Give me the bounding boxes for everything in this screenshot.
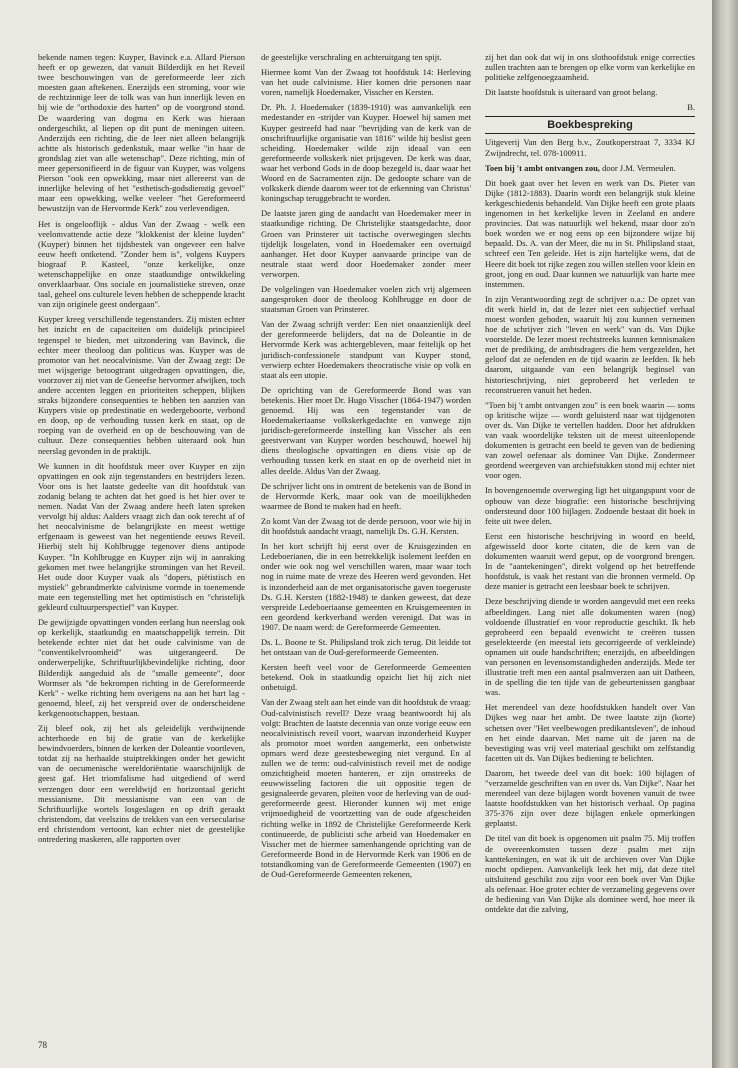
- paragraph: Kuyper kreeg verschillende tegenstanders. Zij misten echter het inzicht en de capaciteiten om duidelijk principieel tegenspel te bieden, met uitzondering van Bavinck, die echter meer theoloog dan politicus was. Kuyper was de promotor van het neocalvinisme. Van der Zwaag zegt: De met wijsgerige betoogtrant uitgedragen opvattingen, die, voorzover zij niet van de Geneefse hervormer afwijken, toch andere accenten leggen en prioriteiten scheppen, blijken straks bijzondere consequenties te hebben ten aanzien van Kuypers visie op predestinatie en wedergeboorte, verbond en doop, op de verhouding tussen kerk en staat, op de roeping van de overheid en op de beschouwing van de cultuur. Deze consequenties hebben uiteraard ook hun neerslag gevonden in de praktijk.: [38, 314, 245, 456]
- paragraph: In zijn Verantwoording zegt de schrijver o.a.: De opzet van dit werk hield in, dat de lezer niet een subjectief verhaal moest worden geboden, waaruit hij zou kunnen vernemen hoe de schrijver zich "leven en werk" van ds. Van Dijke voorstelde. De lezer moest rechtstreeks kunnen kennismaken met de prediking, de ambtsdragers die hem vergezelden, het geloof dat ze oefenden en de tijd waarin ze leefden. Ik heb daarom, uitgaande van een belangrijk beginsel van historieschrijving, niet geprobeerd het verleden te reconstrueren vanuit het heden.: [485, 293, 695, 395]
- publisher-line: Uitgeverij Van den Berg b.v., Zoutkoperstraat 7, 3334 KJ Zwijndrecht, tel. 078-100911.: [485, 137, 695, 158]
- paragraph: zij het dan ook dat wij in ons slothoofdstuk enige correcties zullen trachten aan te brengen op elke vorm van kerkelijke en politieke zelfgenoegzaamheid.: [485, 52, 695, 83]
- book-title-line: [485, 163, 695, 173]
- paragraph: bekende namen tegen: Kuyper, Bavinck e.a. Allard Pierson heeft er op gewezen, dat vanuit Bilderdijk en het Reveil twee beschouwingen van de gereformeerde leer zich moesten gaan aftekenen. Enerzijds een stroming, voor wie de rechtzinnige leer de tolk was van hun innerlijk leven en bij wie de "orthodoxie des harten" op de voorgrond stond. De waardering van dogma en Kerk was hieraan ondergeschikt, al liepen op dit punt de meningen uiteen. Anderzijds een richting, die de leer niet alleen belangrijk achtte als historisch gedenkstuk, maar welke "in haar de grondslag ziet van alle wetenschap". Deze richting, min of meer gepersonifieerd in de figuur van Kuyper, was volgens Pierson "ook een opwekking, maar niet allereerst van de innerlijke beleving of het "esthetisch-godsdienstig gevoel" maar een opwekking, welke veeleer "het Gereformeerd bewustzijn van de Hervormde Kerk" zou verlevendigen.: [38, 52, 245, 214]
- paragraph: "Toen bij 't ambt ontvangen zou" is een boek waarin — soms op kritische wijze — wordt geluisterd naar wat tijdgenoten over ds. Van Dijke te vertellen hadden. Door het afdrukken van vaak woordelijke teksten uit de meest uiteenlopende dokumenten is getracht een beeld te geven van de bediening van zowel oefenaar als dominee Van Dijke. Zondermeer geordend weergeven van archiefstukken stond mij echter niet voor ogen.: [485, 399, 695, 481]
- paragraph: de geestelijke verschraling en achteruitgang ten spijt.: [261, 52, 442, 62]
- paragraph: Dit boek gaat over het leven en werk van Ds. Pieter van Dijke (1812-1883). Daarin wordt een belangrijk stuk kleine kerkgeschiedenis behandeld. Van Dijke heeft een grote plaats ingenomen in het kerkelijke leven in Zeeland en andere provincies. Dat was natuurlijk wel bekend, maar door zo'n boek worden we er nog eens op een bijzondere wijze bij bepaald. Ds. A. van der Meer, die nu in St. Philipsland staat, schreef een Ten geleide. Het is zijn hartelijke wens, dat de Heere dit boek tot rijke zegen zou willen stellen voor klein en groot, jong en oud. Daar kunnen we natuurlijk van harte mee instemmen.: [485, 177, 695, 289]
- column-left: [38, 52, 245, 1052]
- paragraph: Het merendeel van deze hoofdstukken handelt over Van Dijkes weg naar het ambt. De twee laatste zijn (korte) schetsen over "Het veelbewogen predikantsleven", de inhoud en het einde daarvan. Met name uit de jaren na de bevestiging was vrij veel materiaal geschikt om zelfstandig facetten uit ds. Van Dijkes bediening te belichten.: [485, 702, 695, 763]
- book-title: Toen bij 't ambt ontvangen zou,: [485, 162, 600, 173]
- paragraph: Eerst een historische beschrijving in woord en beeld, afgewisseld door korte citaten, die de kern van de dokumenten waaruit werd geput, op de voorgrond brengen. In de "aantekeningen", direkt volgend op het betreffende hoofdstuk, is vaak het restant van die bronnen vermeld. Op deze manier is getracht een leesbaar boek te schrijven.: [485, 530, 695, 592]
- paragraph: Van der Zwaag stelt aan het einde van dit hoofdstuk de vraag: Oud-calvinistisch revell? Deze vraag beantwoordt hij als volgt: Brachten de laatste decennia van onze vorige eeuw een neocalvinistisch reveil voort, waarvan inzonderheid Kuyper als promotor moet worden aangemerkt, een onbetwiste opmars werd deze geestesbeweging niet vergund. En al zullen we de term: oud-calvinistisch reveil met de nodige omzichtigheid moeten hanteren, er zijn omstreeks de eeuwwisseling factoren die uit oppositie tegen de gesignaleerde gevaren, pleiten voor de herleving van de oud-gereformeerde geest. Hieronder kunnen wij met enige vrijmoedigheid de voortzetting van de oude afgescheiden richting welke in 1892 de Christelijke Gereformeerde Kerk continueerde, de publicisti sche arbeid van Hoedemaker en Visscher met de hiermee samenhangende oprichting van de Gereformeerde Bond in de Hervormde Kerk van 1906 en de totstandkoming van de Gereformeerde Gemeenten (1907) en de Oud-Gereformeerde Gemeenten rekenen,: [261, 697, 471, 880]
- paragraph: De oprichting van de Gereformeerde Bond was van betekenis. Hier moet Dr. Hugo Visscher (1864-1947) worden genoemd. Hij was een tegenstander van de Hoedemakeriaanse volkskerkgedachte en vanwege zijn juridisch-gereformeerde instelling kan Visscher als een geestverwant van Kuyper worden beschouwd, hoewel hij diens theologische opvattingen en diens visie op de verhouding tussen kerk en staat en op de overheid niet in alles deelde. Aldus Van der Zwaag.: [261, 384, 471, 476]
- paragraph: Dr. Ph. J. Hoedemaker (1839-1910) was aanvankelijk een medestander en -strijder van Kuyper. Hoewel hij samen met Kuyper gestreefd had naar "bevrijding van de kerk van de onschriftuurlijke organisatie van 1816" wilde hij beslist geen scheiding. Hoedemaker wilde zijn ideaal van een gereformeerde volkskerk niet prijsgeven. De kerk was daar, waar het verbond Gods in de doop bezegeld is, daar waar het Woord en de Sacramenten zijn. De gedoopte schare van de volkskerk diende daarom weer tot de erkenning van Christus' koningschap teruggebracht te worden.: [261, 102, 471, 204]
- paragraph: De laatste jaren ging de aandacht van Hoedemaker meer in staatkundige richting. De Christelijke staatsgedachte, door Groen van Prinsterer uit tactische overwegingen slechts tijdelijk losgelaten, vond in Hoedemaker een overtuigd aanhanger. Het door Kuyper aanvaarde principe van de neutrale staat werd door Hoedemaker zonder meer verworpen.: [261, 208, 471, 279]
- page-number: 78: [38, 1040, 47, 1050]
- paragraph: Dit laatste hoofdstuk is uiteraard van groot belang.: [485, 87, 658, 98]
- paragraph: In het kort schrijft hij eerst over de Kruisgezinden en Ledeboerianen, die in een betrekkelijk isolement leefden en onder wie ook nog wel verschillen waren, maar waar toch nog in ruime mate de vreze des Heeren werd gevonden. Het is inzonderheid aan de met organisatorische gaven toegeruste Ds. G.H. Kersten (1882-1948) te danken geweest, dat deze verspreide Ledeboeriaanse gemeenten en Kruisgemeenten in een geordend kerkverband werden verenigd. Dat was in 1907. De naam werd: de Gereformeerde Gemeenten.: [261, 541, 471, 632]
- paragraph: Van der Zwaag schrijft verder: Een niet onaanzienlijk deel der gereformeerde belijders, dat na de Doleantie in de Hervormde Kerk was achtergebleven, maar feitelijk op het juridisch-confessionele standpunt van Kuyper stond, verwierp echter Hoedemakers theocratische visie op volk en staat als een utopie.: [261, 319, 471, 380]
- paragraph: In bovengenoemde overweging ligt het uitgangspunt voor de opbouw van deze biografie: een historische beschrijving ondersteund door 100 bijlagen. Zodoende bestaat dit boek in feite uit twee delen.: [485, 485, 695, 526]
- paragraph: Zo komt Van der Zwaag tot de derde persoon, voor wie hij in dit hoofdstuk aandacht vraagt, namelijk Ds. G.H. Kersten.: [261, 515, 471, 537]
- section-heading: Boekbespreking: [485, 116, 695, 134]
- paragraph: Ds. L. Boone te St. Philipsland trok zich terug. Dit leidde tot het ontstaan van de Oud-gereformeerde Gemeenten.: [261, 636, 471, 658]
- paragraph: Kersten heeft veel voor de Gereformeerde Gemeenten betekend. Ook in staatkundig opzicht liet hij zich niet onbetuigd.: [261, 662, 471, 693]
- column-middle: [261, 52, 471, 1052]
- paragraph: De volgelingen van Hoedemaker voelen zich vrij algemeen aangesproken door de theoloog Kohlbrugge en door de staatsman Groen van Prinsterer.: [261, 283, 471, 315]
- paragraph: Zij bleef ook, zij het als geleidelijk verdwijnende achterhoede en bij de gratie van de kerkelijke bewindvoerders, binnen de kerken der Doleantie voortleven, totdat zij na herhaalde stuiptrekkingen onder het gewicht van de oecumenische wereldoriëntatie waarschijnlijk de geest gaf. Het triomfalisme had uitgediend of werd verzengen door een wereldwijd en horizontaal gericht messianisme. Dit messianisme van een van de Schriftuurlijke wortels losgeslagen en op drift geraakt christendom, dat veelszins de trekken van een versecularise erd christendom vertoont, kan echter niet de geestelijke ontredering maskeren, alle rapporten over: [38, 723, 245, 845]
- paragraph: De schrijver licht ons in omtrent de betekenis van de Bond in de Hervormde Kerk, maar ook van de moeilijkheden waarmee de Bond te maken had en heeft.: [261, 480, 471, 511]
- paragraph: Hiermee komt Van der Zwaag tot hoofdstuk 14: Herleving van het oude calvinisme. Hier komen drie personen naar voren, namelijk Hoedemaker, Visscher en Kersten.: [261, 67, 471, 98]
- paragraph: De titel van dit boek is opgenomen uit psalm 75. Mij troffen de overeenkomsten tussen deze psalm met zijn kanttekeningen, en wat ik uit de archieven over Van Dijke mocht opdiepen. Aanvankelijk leek het mij, dat deze titel uitsluitend geschikt zou zijn voor een boek over Van Dijke als oefenaar. Hoe groter echter de verzameling gegevens over de bediening van Van Dijke als dominee werd, hoe meer ik ontdekte dat die zalving,: [485, 833, 695, 915]
- paragraph: Deze beschrijving diende te worden aangevuld met een reeks afbeeldingen. Lang niet alle dokumenten waren (nog) voldoende illustratief en voor reproductie geschikt. Ik heb geprobeerd een bepaald evenwicht te creëren tussen geselekteerde (en meestal iets gecorrigeerde of verkleinde) opnamen uit oude handschriften; enerzijds, en afbeeldingen van personen en levensomstandigheden anderzijds. Mede ter illustratie treft men een aantal psalmverzen aan uit Datheen, in de spelling die ten tijde van de gebeurtenissen gangbaar was.: [485, 596, 695, 698]
- paragraph: We kunnen in dit hoofdstuk meer over Kuyper en zijn opvattingen en ook zijn tegenstanders en bestrijders lezen. Voor ons is het laatste gedeelte van dit hoofdstuk van zodanig belang te achten dat het goed is het hier over te nemen. Nadat Van der Zwaag andere heeft laten spreken vervolgt hij aldus: Aalders vraagt zich dan ook terecht af of het neocalvinisme de belangrijkste en meest wettige erfgenaam is geweest van het negentiende eeuws Reveil. Hierbij stelt hij Kohlbrugge tegenover diens antipode Kuyper. "In Kohlbrugge en Kuyper zijn wij in aanraking gekomen met twee belangrijke stromingen van het Reveil. Het oude door Kuyper vaak als "dopers, piëtistisch en mystiek" gebrandmerkte calvinisme vormde in toenemende mate een tegenstelling met het optimistisch en "christelijk gekleurd cultuurperspectief" van Kuyper.: [38, 460, 245, 612]
- paragraph: De gewijzigde opvattingen vonden eerlang hun neerslag ook op kerkelijk, staatkundig en maatschappelijk terrein. Dit betekende echter niet dat het oude calvinisme van de "conventikelvroomheid" was uitgerangeerd. De onderwerpelijke, Schriftuurlijkbevindelijke richting, door Bilderdijk aangeduid als de "smalle gemeente", door Wormser als "de bekrompen richting in de Gereformeerde Kerk" - welke richting hem overigens na aan het hart lag - genoemd, bleef, zij het verspreid over de onderscheidene kerkgenootschappen, bestaan.: [38, 617, 245, 718]
- page-edge: [712, 0, 738, 1068]
- column-right: [485, 52, 695, 1052]
- paragraph: Het is ongelooflijk - aldus Van der Zwaag - welk een veelomvattende actie deze "klokkenist der kleine luyden" (Kuyper) binnen het tijdsbestek van ongeveer een halve eeuw heeft ontketend. "Zonder hem is", volgens Kuypers biograaf P. Kasteel, "onze kerkelijke, onze wetenschappelijke en onze staatkundige ontwikkeling onverklaarbaar. Ons sociale en journalistieke streven, onze taal, geheel ons culturele leven hebben de scheppende kracht van zijn originele geest ondergaan".: [38, 218, 245, 310]
- author-initial: B.: [687, 102, 695, 113]
- book-author: door J.M. Vermeulen.: [602, 162, 676, 173]
- paragraph: Daarom, het tweede deel van dit boek: 100 bijlagen of "verzamelde geschriften van en over ds. Van Dijke". Naar het merendeel van deze bijlagen wordt bovenen vanuit de twee laatste hoofdstukken van het historisch verhaal. Op pagina 375-376 zijn over deze bijlagen enkele opmerkingen geplaatst.: [485, 767, 695, 829]
